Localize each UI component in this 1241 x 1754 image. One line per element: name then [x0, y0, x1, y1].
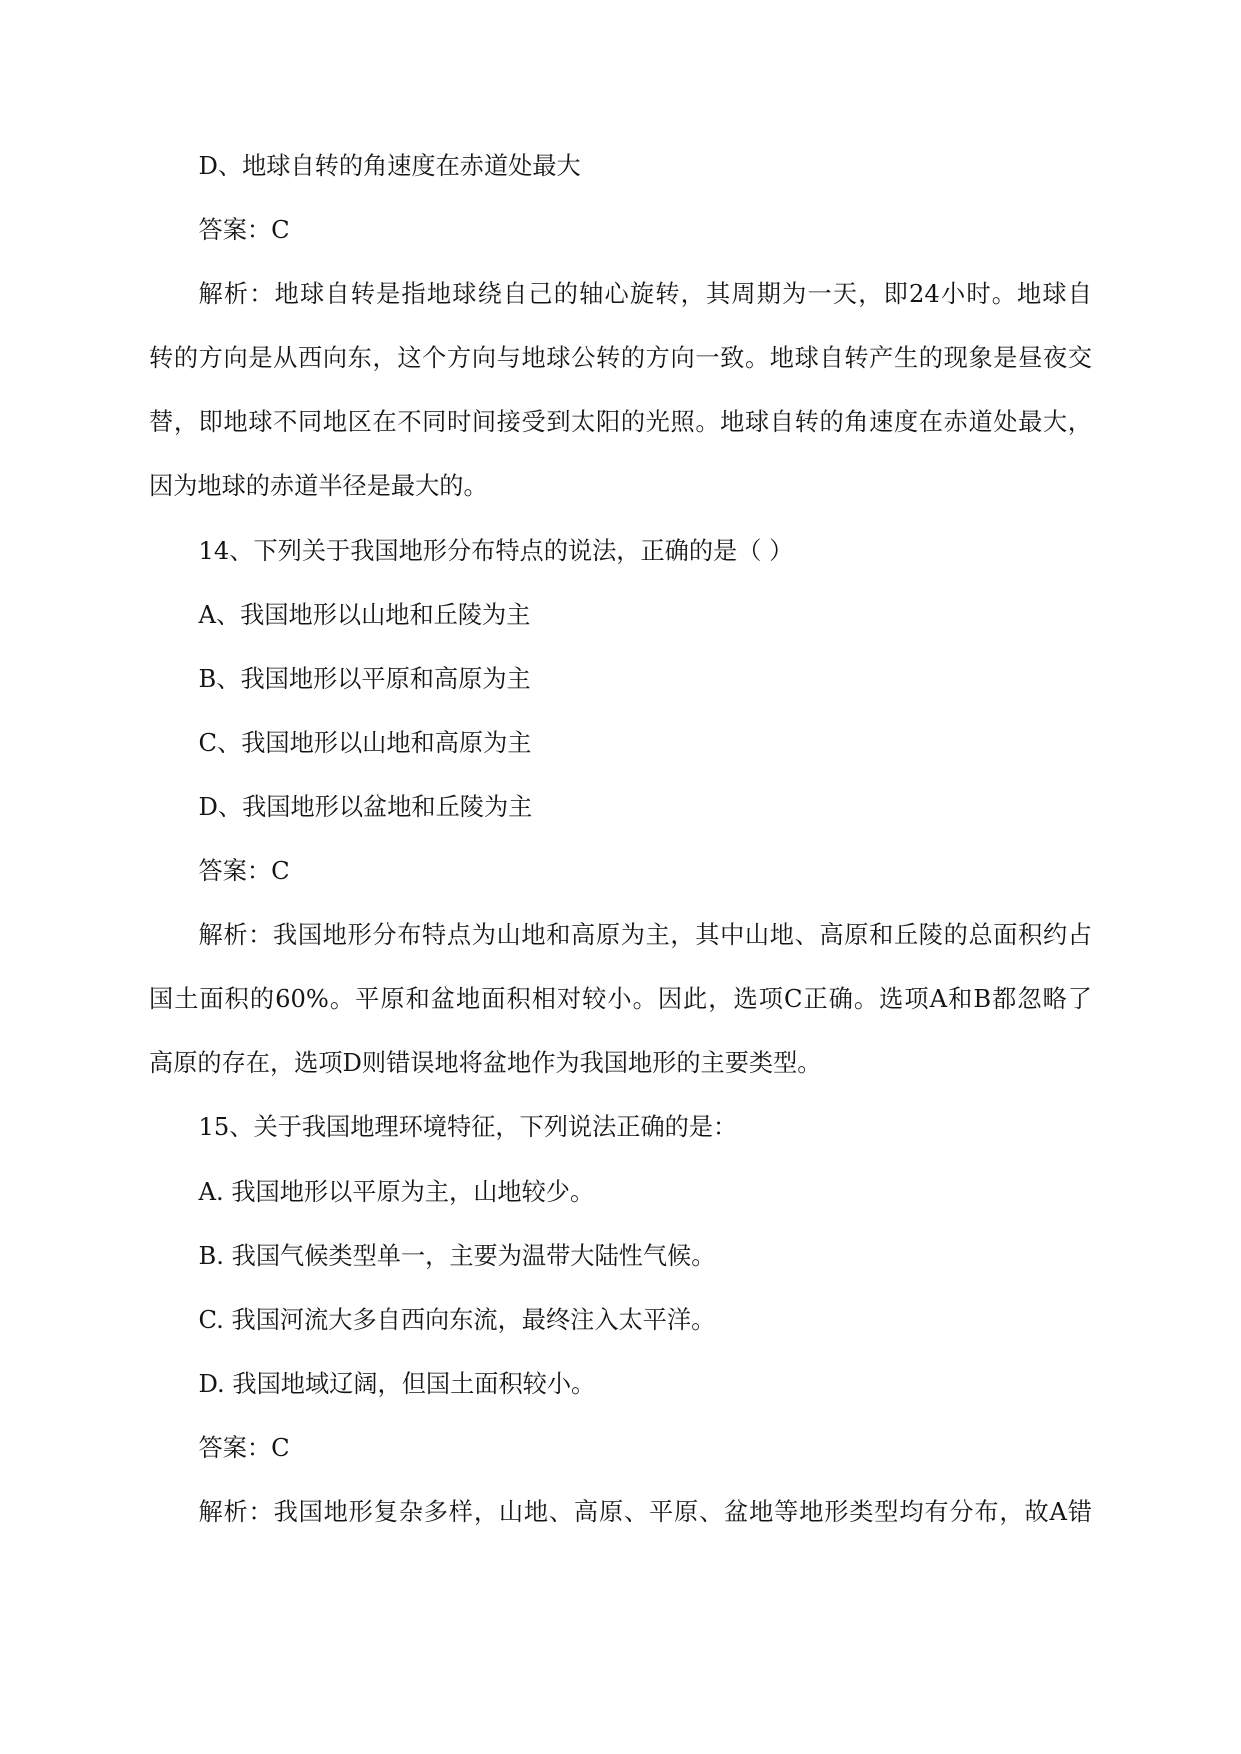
- question-stem: 15、关于我国地理环境特征，下列说法正确的是：: [198, 1113, 738, 1142]
- analysis-line: 国土面积的60%。平原和盆地面积相对较小。因此，选项C正确。选项A和B都忽略了: [149, 985, 1092, 1014]
- option-a: A. 我国地形以平原为主，山地较少。: [198, 1177, 595, 1206]
- document-body: [149, 134, 1092, 1544]
- option-b: B. 我国气候类型单一，主要为温带大陆性气候。: [198, 1241, 716, 1270]
- analysis-line: 替，即地球不同地区在不同时间接受到太阳的光照。地球自转的角速度在赤道处最大，: [149, 408, 1092, 437]
- answer: 答案：C: [198, 857, 290, 886]
- answer: 答案：C: [198, 1433, 290, 1462]
- option-d: D、地球自转的角速度在赤道处最大: [198, 152, 581, 180]
- analysis-line: 高原的存在，选项D则错误地将盆地作为我国地形的主要类型。: [149, 1049, 822, 1078]
- option-d: D. 我国地域辽阔，但国土面积较小。: [198, 1369, 596, 1398]
- analysis-line: 解析：我国地形复杂多样，山地、高原、平原、盆地等地形类型均有分布，故A错: [198, 1497, 1092, 1526]
- answer: 答案：C: [198, 216, 290, 245]
- analysis-line: 解析：我国地形分布特点为山地和高原为主，其中山地、高原和丘陵的总面积约占: [198, 921, 1092, 950]
- analysis-line: 解析：地球自转是指地球绕自己的轴心旋转，其周期为一天，即24小时。地球自: [198, 280, 1092, 309]
- option-b: B、我国地形以平原和高原为主: [198, 664, 531, 693]
- option-d: D、我国地形以盆地和丘陵为主: [198, 792, 533, 821]
- option-a: A、我国地形以山地和丘陵为主: [198, 600, 531, 629]
- analysis-line: 因为地球的赤道半径是最大的。: [149, 472, 488, 501]
- option-c: C、我国地形以山地和高原为主: [198, 728, 532, 757]
- question-stem: 14、下列关于我国地形分布特点的说法，正确的是（ ）: [198, 536, 794, 565]
- option-c: C. 我国河流大多自西向东流，最终注入太平洋。: [198, 1305, 716, 1334]
- analysis-line: 转的方向是从西向东，这个方向与地球公转的方向一致。地球自转产生的现象是昼夜交: [149, 344, 1092, 373]
